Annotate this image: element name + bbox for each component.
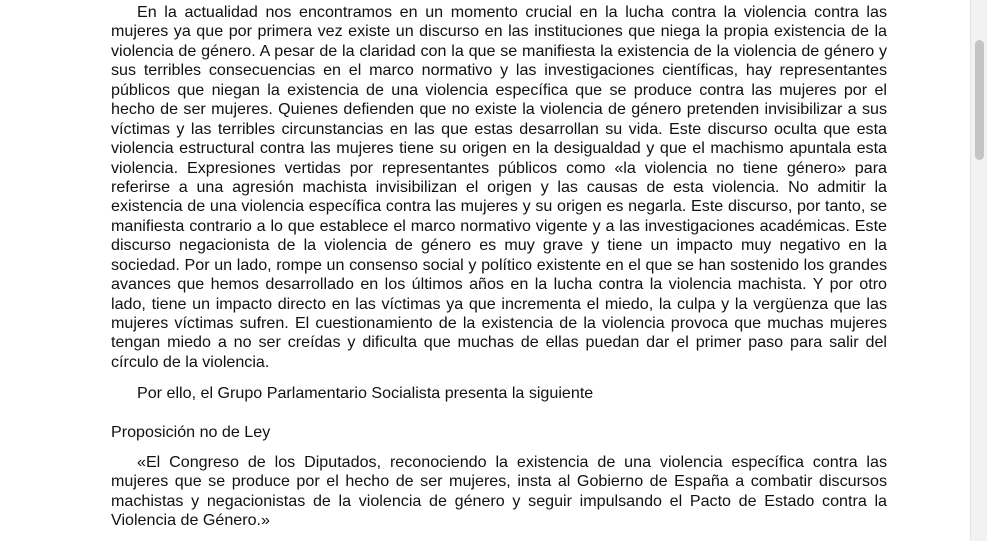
section-heading: Proposición no de Ley [111,423,271,441]
scrollbar-thumb[interactable] [975,40,984,160]
body-paragraph-intro: En la actualidad nos encontramos en un momento crucial en la lucha contra la violencia contra las mujeres ya que por primera vez existe un discurso en las instituciones que niega la propia existencia de la violencia de género. A pesar de la claridad con la que se manifiesta la existencia de la violencia de género y sus terribles consecuencias en el marco normativo y las investigaciones científicas, hay representantes públicos que niegan la existencia de una violencia específica que se produce contra las mujeres por el hecho de ser mujeres. Quienes defienden que no existe la violencia de género pretenden invisibilizar a sus víctimas y las terribles circunstancias en las que estas desarrollan su vida. Este discurso oculta que esta violencia estructural contra las mujeres tiene su origen en la desigualdad y que el machismo apuntala esta violencia. Expresiones vertidas por representantes públicos como «la violencia no tiene género» para referirse a una agresión machista invisibilizan el origen y las causas de esta violencia. No admitir la existencia de una violencia específica contra las mujeres y su origen es negarla. Este discurso, por tanto, se manifiesta contrario a lo que establece el marco normativo vigente y a las investigaciones académicas. Este discurso negacionista de la violencia de género es muy grave y tiene un impacto muy negativo en la sociedad. Por un lado, rompe un consenso social y político existente en el que se han sostenido los grandes avances que hemos desarrollado en los últimos años en la lucha contra la violencia machista. Y por otro lado, tiene un impacto directo en las víctimas ya que incrementa el miedo, la culpa y la vergüenza que las mujeres víctimas sufren. El cuestionamiento de la existencia de la violencia provoca que muchas mujeres tengan miedo a no ser creídas y dificulta que muchas de ellas puedan dar el primer paso para salir del círculo de la violencia. [111,3,887,371]
proposal-text: «El Congreso de los Diputados, reconociendo la existencia de una violencia específica contra las mujeres que se produce por el hecho de ser mujeres, insta al Gobierno de España a combatir discursos machistas y negacionistas de la violencia de género y seguir impulsando el Pacto de Estado contra la Violencia de Género.» [111,453,887,530]
vertical-scrollbar[interactable] [970,0,987,541]
body-paragraph-presentation: Por ello, el Grupo Parlamentario Socialista presenta la siguiente [137,384,594,402]
